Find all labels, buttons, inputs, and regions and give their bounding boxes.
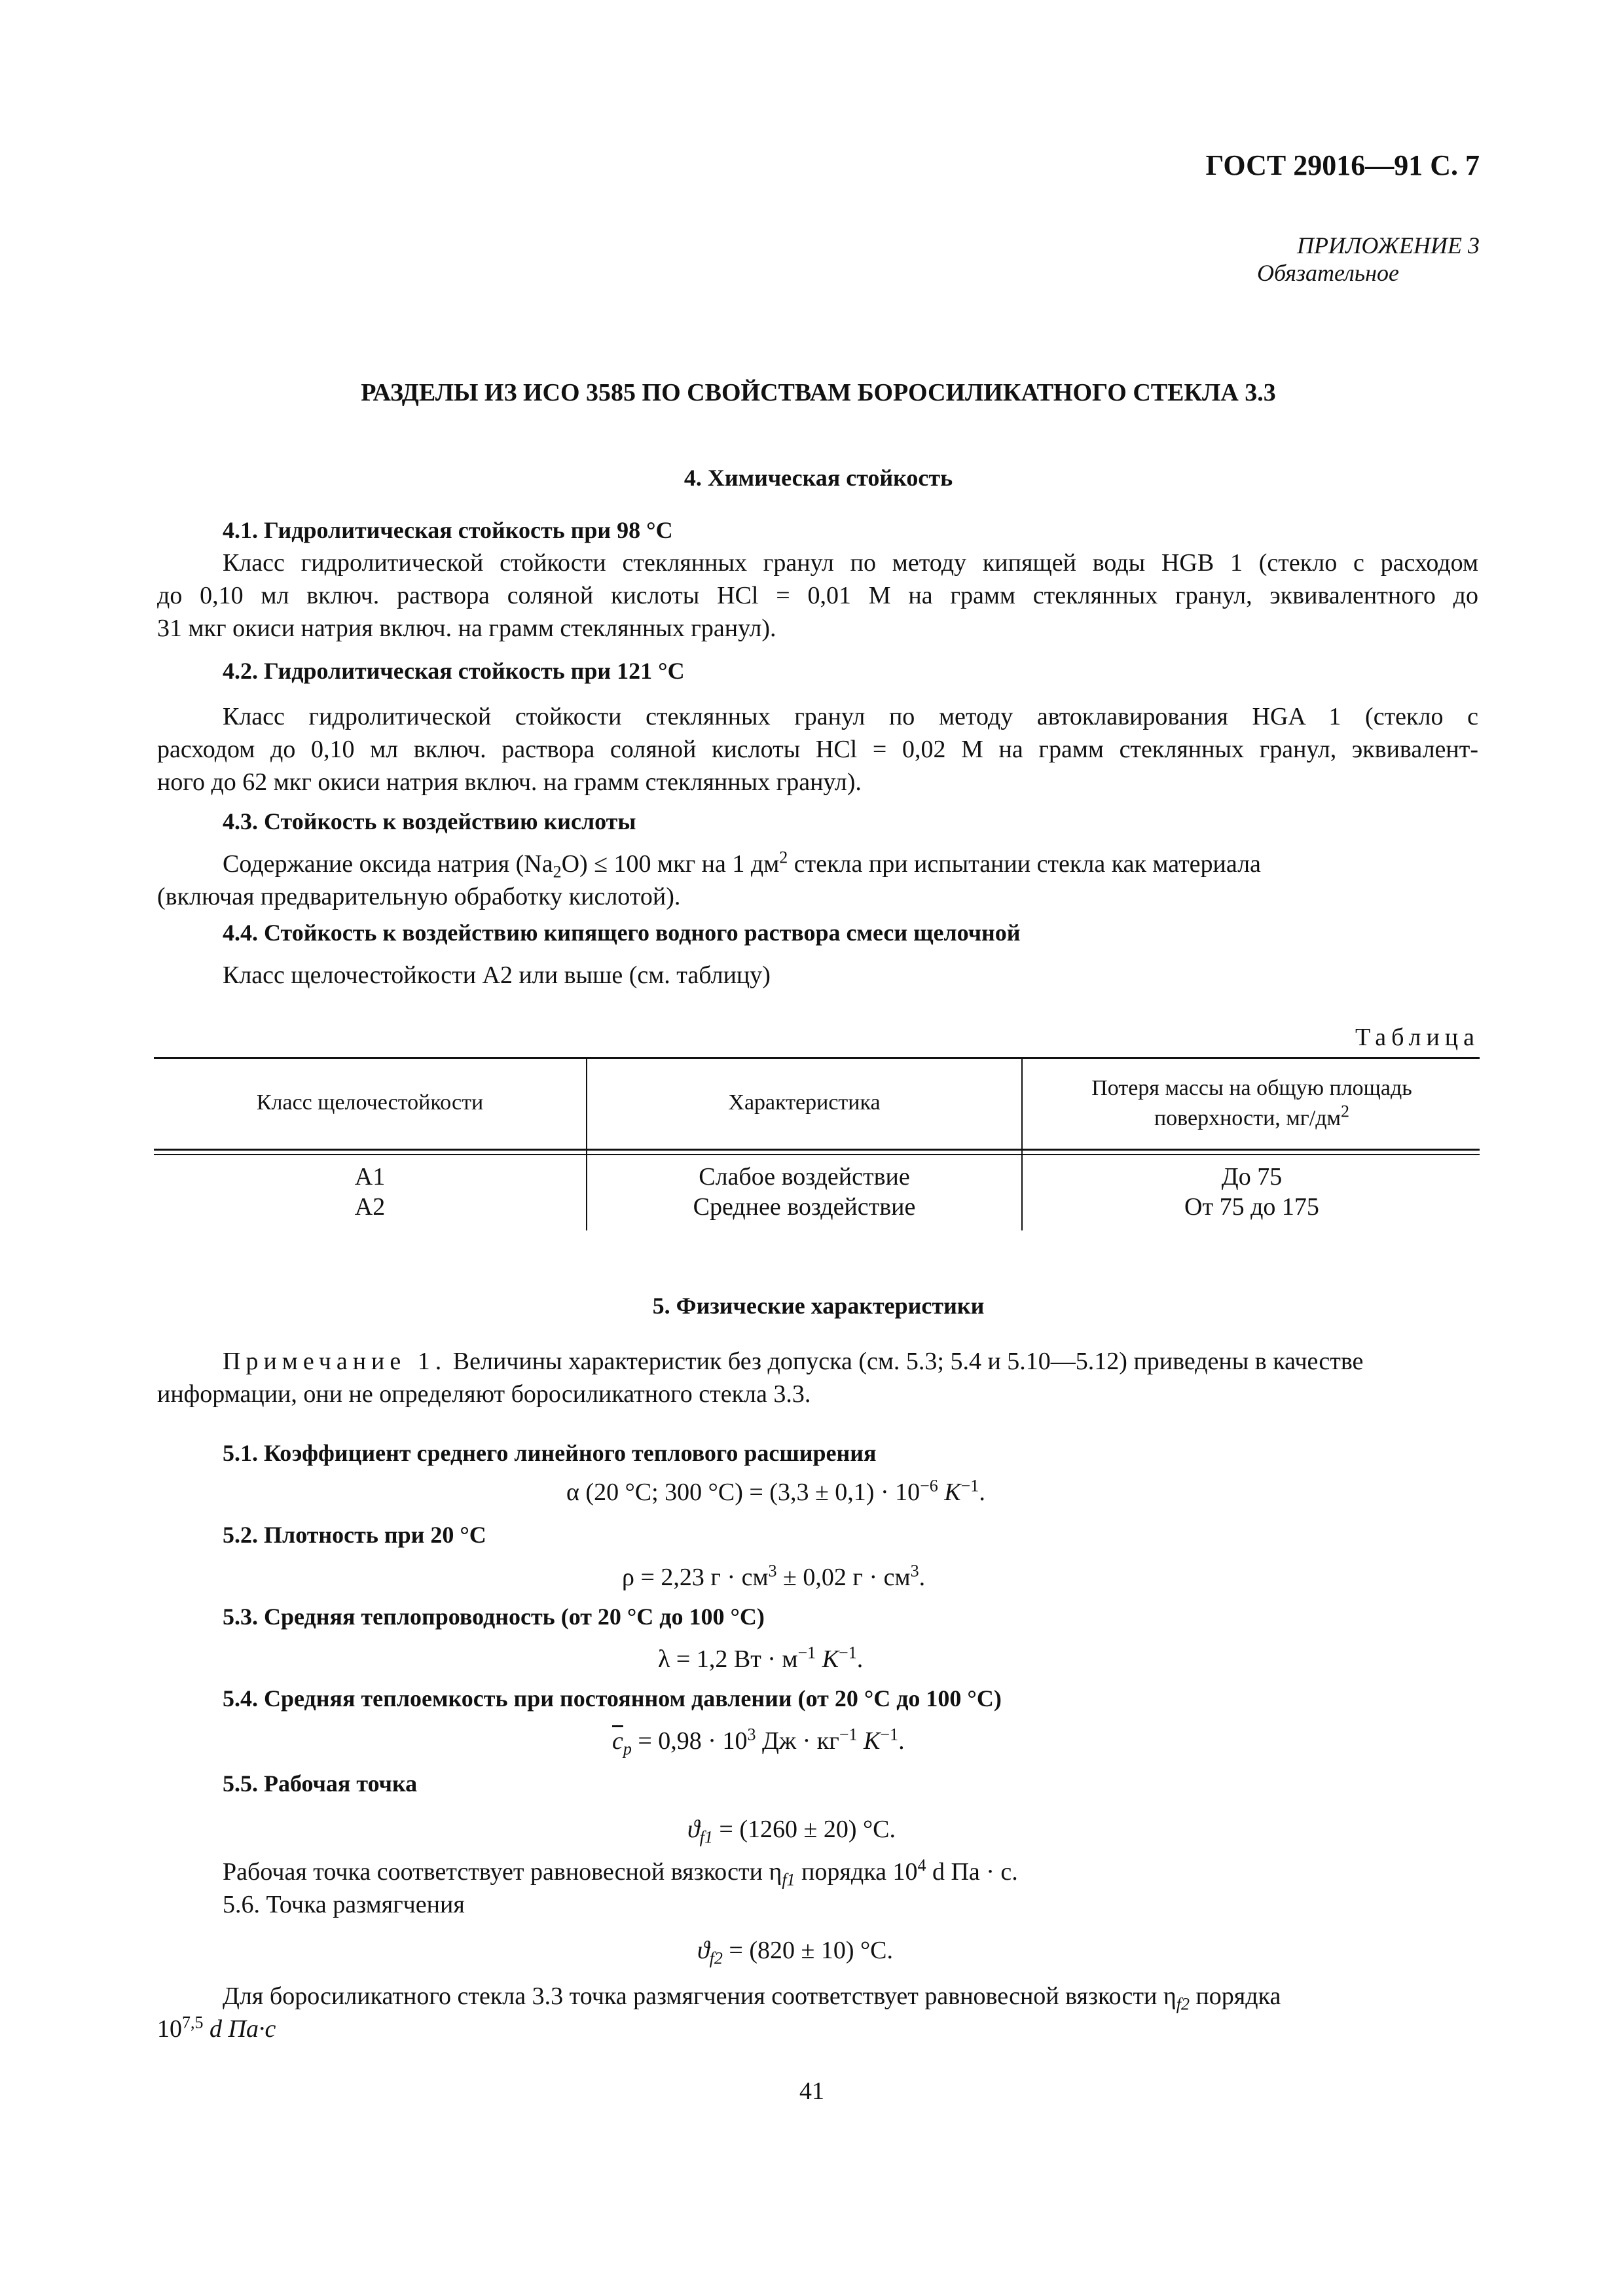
section-5-heading: 5. Физические характеристики [652, 1293, 985, 1319]
page-number: 41 [799, 2077, 824, 2105]
section-5-6-text: Для боросиликатного стекла 3.3 точка размягчения соответствует равновесной вязкости $\eta_{f2}$ порядка [223, 1982, 1281, 2014]
section-4-2-text-line: Класс гидролитической стойкости стеклянных гранул по методу автоклавирования HGA 1 (стекло с [223, 703, 1478, 730]
section-4-heading: 4. Химическая стойкость [684, 465, 953, 491]
section-4-4-text-line: Класс щелочестойкости А2 или выше (см. таблицу) [223, 961, 771, 989]
section-4-1-text-line: Класс гидролитической стойкости стеклянных гранул по методу кипящей воды HGB 1 (стекло с расходом [223, 549, 1478, 577]
table-row: А1 А2 [354, 1163, 386, 1221]
formula-conductivity: λ = 1,2 Вт · $м^{-1}$ $K^{-1}$. [658, 1643, 864, 1673]
section-4-3-title: 4.3. Стойкость к воздействию кислоты [223, 808, 636, 834]
table-header-cell: Потеря массы на общую площадь поверхности, $мг/дм^2$ [1091, 1076, 1412, 1130]
section-4-3-text-line: Содержание оксида натрия $(Na_2O) \le 100$ мкг на 1 $дм^2$ стекла при испытании стекла как материала [223, 848, 1261, 882]
appendix-label: ПРИЛОЖЕНИЕ 3 [1297, 232, 1480, 259]
formula-heat-capacity: $\overline{c}_p = 0,98 \cdot 10^3$ Дж · $кг^{-1}$ $K^{-1}$. [612, 1725, 905, 1759]
section-5-3-title: 5.3. Средняя теплопроводность (от 20 °С до 100 °С) [223, 1604, 765, 1630]
section-4-2-text-line: расходом до 0,10 мл включ. раствора соляной кислоты HCl = 0,02 М на грамм стеклянных гранул, эквивалент- [157, 736, 1478, 763]
section-5-6-title: 5.6. Точка размягчения [223, 1891, 465, 1918]
formula-thermal-expansion: α (20 °С; 300 $^\circ С) = (3,3 \pm 0,1) \cdot 10^{-6}$ $K^{-1}$. [566, 1476, 985, 1506]
section-4-3-text-line: (включая предварительную обработку кислотой). [157, 883, 681, 910]
document-code: ГОСТ 29016—91 С. 7 [1205, 149, 1480, 181]
page-title: РАЗДЕЛЫ ИЗ ИСО 3585 ПО СВОЙСТВАМ БОРОСИЛИКАТНОГО СТЕКЛА 3.3 [361, 379, 1276, 406]
section-4-2-text-line: ного до 62 мкг окиси натрия включ. на грамм стеклянных гранул). [157, 768, 862, 796]
section-4-1-text-line: до 0,10 мл включ. раствора соляной кислоты HCl = 0,01 М на грамм стеклянных гранул, эквивалентного до [157, 582, 1478, 609]
section-4-2-title: 4.2. Гидролитическая стойкость при 121 °С [223, 658, 685, 684]
appendix-status: Обязательное [1257, 260, 1399, 286]
section-5-4-title: 5.4. Средняя теплоемкость при постоянном давлении (от 20 °С до 100 °С) [223, 1685, 1002, 1712]
table-header-divider [154, 1154, 1480, 1155]
table-row: До 75 От 75 до 175 [1184, 1163, 1319, 1221]
section-5-6-text: 10$^{7,5}$ d Па·с [157, 2013, 276, 2043]
section-5-5-text: Рабочая точка соответствует равновесной вязкости $\eta_{f1}$ порядка $10^4$ d Па · с. [223, 1856, 1018, 1890]
table-header-cell: Характеристика [728, 1090, 881, 1115]
formula-working-point: $ϑ_{f1} = (1260 \pm 20)$ °С. [687, 1816, 896, 1847]
table-header-cell: Класс щелочестойкости [256, 1090, 484, 1115]
section-5-2-title: 5.2. Плотность при 20 °С [223, 1522, 486, 1548]
section-5-5-title: 5.5. Рабочая точка [223, 1770, 418, 1797]
note-line: информации, они не определяют боросиликатного стекла 3.3. [157, 1380, 811, 1408]
table-top-border [154, 1057, 1480, 1059]
note-line: Примечание 1. Величины характеристик без допуска (см. 5.3; 5.4 и 5.10—5.12) приведены в качестве [223, 1348, 1364, 1375]
formula-softening-point: $ϑ_{f2} = (820 \pm 10)$ °С. [697, 1937, 894, 1968]
section-4-1-title: 4.1. Гидролитическая стойкость при 98 °С [223, 517, 673, 543]
formula-density: ρ = 2,23 $г \cdot см^3 \pm 0,02$ $г \cdot см^3$. [622, 1561, 926, 1591]
table-header-divider [154, 1149, 1480, 1151]
table-row: Слабое воздействие Среднее воздействие [693, 1163, 916, 1221]
table-caption: Таблица [1355, 1024, 1480, 1051]
section-5-1-title: 5.1. Коэффициент среднего линейного теплового расширения [223, 1440, 877, 1466]
section-4-1-text-line: 31 мкг окиси натрия включ. на грамм стеклянных гранул). [157, 615, 776, 642]
section-4-4-title: 4.4. Стойкость к воздействию кипящего водного раствора смеси щелочной [223, 920, 1021, 946]
